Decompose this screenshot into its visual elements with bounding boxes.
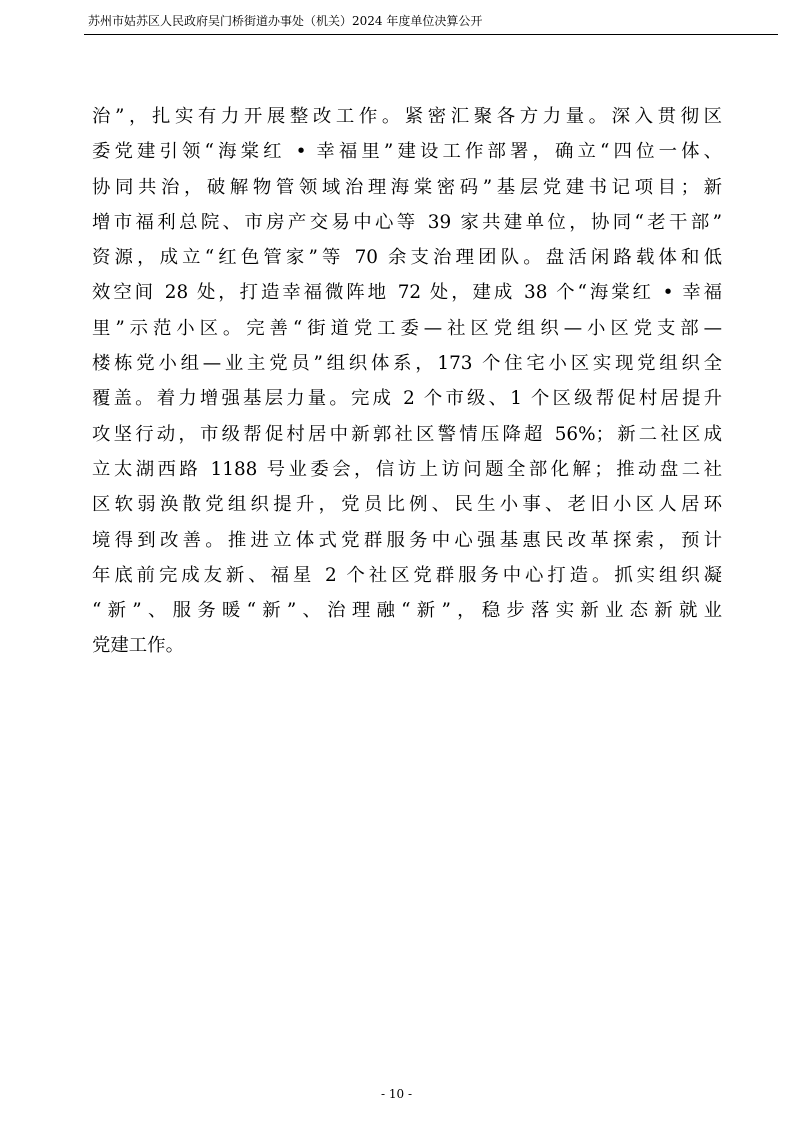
body-line-13: 境得到改善。推进立体式党群服务中心强基惠民改革探索，预计	[92, 529, 722, 551]
header-divider	[84, 34, 778, 35]
body-text	[92, 99, 722, 664]
body-line-7: 里”示范小区。完善“街道党工委—社区党组织—小区党支部—	[92, 317, 722, 339]
page-header-title: 苏州市姑苏区人民政府吴门桥街道办事处（机关）2024 年度单位决算公开	[88, 14, 483, 28]
body-line-6: 效空间 28 处，打造幸福微阵地 72 处，建成 38 个“海棠红 • 幸福	[92, 282, 722, 304]
body-line-14: 年底前完成友新、福星 2 个社区党群服务中心打造。抓实组织凝	[92, 564, 722, 586]
body-line-1: 治”，扎实有力开展整改工作。紧密汇聚各方力量。深入贯彻区	[92, 106, 722, 127]
body-line-16: 党建工作。	[92, 635, 184, 657]
body-line-15: “新”、服务暖“新”、治理融“新”，稳步落实新业态新就业	[92, 600, 722, 622]
body-line-11: 立太湖西路 1188 号业委会，信访上访问题全部化解；推动盘二社	[92, 458, 722, 480]
page-number: - 10 -	[380, 1087, 412, 1101]
body-line-12: 区软弱涣散党组织提升，党员比例、民生小事、老旧小区人居环	[92, 494, 722, 516]
body-line-2: 委党建引领“海棠红 • 幸福里”建设工作部署，确立“四位一体、	[92, 141, 722, 163]
body-line-8: 楼栋党小组—业主党员”组织体系，173 个住宅小区实现党组织全	[92, 353, 722, 375]
body-line-3: 协同共治，破解物管领域治理海棠密码”基层党建书记项目；新	[92, 176, 722, 198]
body-line-5: 资源，成立“红色管家”等 70 余支治理团队。盘活闲路载体和低	[92, 247, 722, 269]
body-line-4: 增市福利总院、市房产交易中心等 39 家共建单位，协同“老干部”	[92, 211, 722, 233]
body-line-9: 覆盖。着力增强基层力量。完成 2 个市级、1 个区级帮促村居提升	[92, 388, 722, 410]
body-line-10: 攻坚行动，市级帮促村居中新郭社区警情压降超 56%；新二社区成	[92, 423, 722, 445]
